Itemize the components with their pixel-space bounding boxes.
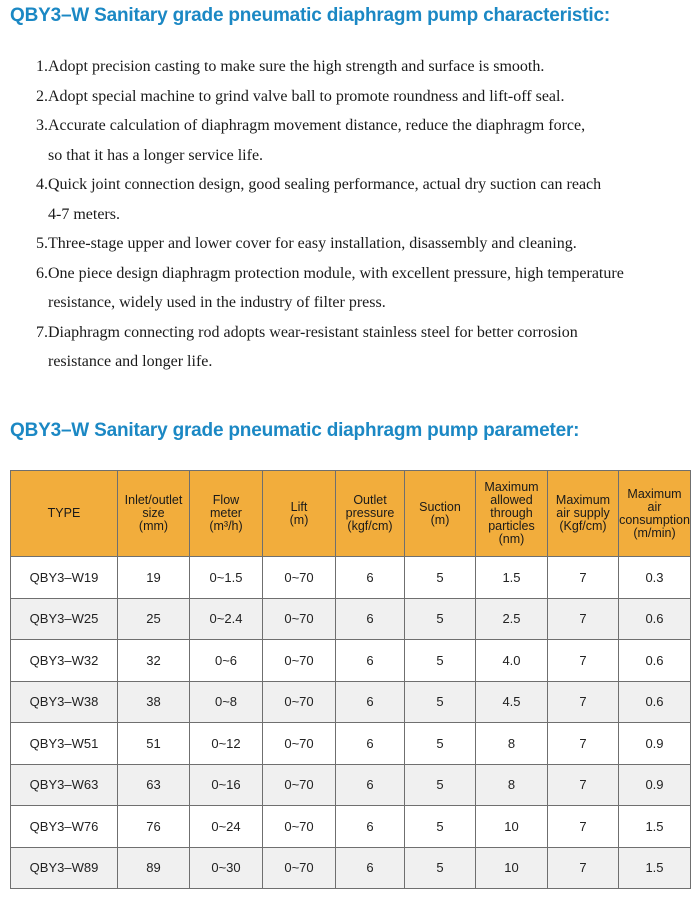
column-header-line: air	[647, 499, 662, 514]
table-body	[11, 557, 691, 889]
table-cell: 0.3	[619, 557, 691, 599]
table-cell: 7	[548, 681, 619, 723]
characteristics-title: QBY3–W Sanitary grade pneumatic diaphragm pump characteristic:	[10, 5, 610, 26]
column-header-line: (Kgf/cm)	[559, 519, 607, 533]
characteristic-item	[36, 111, 696, 170]
table-cell: 6	[336, 681, 405, 723]
table-row	[11, 681, 691, 723]
table-cell: 19	[118, 557, 190, 599]
model-cell: QBY3–W38	[11, 681, 118, 723]
column-header	[263, 471, 336, 557]
column-header	[405, 471, 476, 557]
table-cell: 7	[548, 640, 619, 682]
table-cell: 1.5	[476, 557, 548, 599]
model-cell: QBY3–W63	[11, 764, 118, 806]
column-header-line: consumption	[619, 512, 690, 527]
characteristic-item	[36, 229, 696, 259]
column-header-line: Lift	[290, 499, 308, 514]
table-cell: 0~70	[263, 640, 336, 682]
model-cell: QBY3–W25	[11, 598, 118, 640]
table-cell: 25	[118, 598, 190, 640]
table-cell: 0.9	[619, 723, 691, 765]
table-cell: 6	[336, 598, 405, 640]
characteristic-line: resistance and longer life.	[48, 353, 213, 370]
table-cell: 7	[548, 806, 619, 848]
table-cell: 5	[405, 598, 476, 640]
table-cell: 0.9	[619, 764, 691, 806]
table-row	[11, 764, 691, 806]
table-cell: 5	[405, 640, 476, 682]
table-cell: 0~70	[263, 847, 336, 889]
column-header	[476, 471, 548, 557]
table-cell: 5	[405, 681, 476, 723]
table-cell: 6	[336, 847, 405, 889]
table-row	[11, 847, 691, 889]
parameters-title: QBY3–W Sanitary grade pneumatic diaphragm pump parameter:	[10, 420, 580, 441]
table-cell: 63	[118, 764, 190, 806]
column-header-line: (kgf/cm)	[347, 519, 393, 533]
table-cell: 4.0	[476, 640, 548, 682]
table-cell: 6	[336, 640, 405, 682]
table-cell: 5	[405, 764, 476, 806]
column-header-line: Maximum	[627, 486, 682, 501]
table-cell: 7	[548, 557, 619, 599]
characteristic-line: 7.Diaphragm connecting rod adopts wear-resistant stainless steel for better corrosion	[36, 323, 578, 341]
table-cell: 0~2.4	[190, 598, 263, 640]
column-header-line: Suction	[419, 499, 461, 514]
table-cell: 5	[405, 723, 476, 765]
table-cell: 0~70	[263, 557, 336, 599]
column-header-line: air supply	[556, 506, 610, 520]
characteristic-item	[36, 52, 696, 82]
table-cell: 89	[118, 847, 190, 889]
table-cell: 4.5	[476, 681, 548, 723]
table-cell: 0~6	[190, 640, 263, 682]
column-header-line: (m)	[430, 512, 450, 527]
table-cell: 7	[548, 847, 619, 889]
characteristic-item	[36, 318, 696, 377]
table-cell: 6	[336, 557, 405, 599]
table-cell: 1.5	[619, 847, 691, 889]
table-cell: 8	[476, 764, 548, 806]
table-cell: 1.5	[619, 806, 691, 848]
table-cell: 76	[118, 806, 190, 848]
model-cell: QBY3–W51	[11, 723, 118, 765]
table-cell: 8	[476, 723, 548, 765]
table-cell: 0~16	[190, 764, 263, 806]
table-row	[11, 806, 691, 848]
column-header-line: pressure	[345, 506, 395, 520]
column-header	[619, 471, 691, 557]
characteristic-line: 6.One piece design diaphragm protection module, with excellent pressure, high temperature	[36, 264, 624, 282]
table-cell: 32	[118, 640, 190, 682]
parameter-table	[10, 470, 691, 889]
characteristic-line: 4-7 meters.	[48, 205, 120, 223]
model-cell: QBY3–W19	[11, 557, 118, 599]
column-header-line: Flow	[212, 493, 240, 507]
table-cell: 10	[476, 806, 548, 848]
column-header-line: (m/min)	[633, 525, 676, 540]
column-header-line: Inlet/outlet	[124, 493, 183, 507]
characteristic-item	[36, 170, 696, 229]
table-cell: 51	[118, 723, 190, 765]
characteristic-line: 3.Accurate calculation of diaphragm movement distance, reduce the diaphragm force,	[36, 117, 586, 134]
table-row	[11, 640, 691, 682]
column-header-line: through	[490, 506, 533, 520]
table-cell: 7	[548, 598, 619, 640]
column-header-line: particles	[488, 519, 535, 533]
model-cell: QBY3–W32	[11, 640, 118, 682]
table-cell: 5	[405, 847, 476, 889]
table-cell: 10	[476, 847, 548, 889]
characteristic-line: 4.Quick joint connection design, good sealing performance, actual dry suction can reach	[36, 176, 602, 193]
table-row	[11, 557, 691, 599]
characteristic-item	[36, 259, 696, 318]
column-header-line: (m³/h)	[209, 519, 243, 533]
table-cell: 6	[336, 723, 405, 765]
column-header-line: Outlet	[353, 493, 387, 507]
table-cell: 0~70	[263, 681, 336, 723]
table-cell: 0~24	[190, 806, 263, 848]
column-header	[548, 471, 619, 557]
table-cell: 5	[405, 557, 476, 599]
table-cell: 0~70	[263, 806, 336, 848]
table-cell: 7	[548, 764, 619, 806]
column-header	[118, 471, 190, 557]
column-header-line: Maximum	[484, 480, 539, 494]
table-cell: 0.6	[619, 681, 691, 723]
characteristic-line: 5.Three-stage upper and lower cover for easy installation, disassembly and cleaning.	[36, 235, 577, 252]
table-cell: 6	[336, 806, 405, 848]
column-header	[11, 471, 118, 557]
characteristic-line: 1.Adopt precision casting to make sure the high strength and surface is smooth.	[36, 58, 545, 75]
table-header-row	[11, 471, 691, 557]
column-header-line: meter	[210, 506, 242, 520]
characteristic-line: so that it has a longer service life.	[48, 146, 264, 164]
model-cell: QBY3–W76	[11, 806, 118, 848]
characteristic-item	[36, 82, 696, 112]
table-cell: 0~70	[263, 723, 336, 765]
column-header-line: Maximum	[555, 493, 611, 507]
characteristics-list	[36, 52, 696, 377]
table-cell: 0~1.5	[190, 557, 263, 599]
table-cell: 0~12	[190, 723, 263, 765]
column-header-line: allowed	[490, 493, 533, 507]
table-cell: 6	[336, 764, 405, 806]
table-cell: 0~30	[190, 847, 263, 889]
table-cell: 38	[118, 681, 190, 723]
column-header-line: TYPE	[47, 506, 81, 520]
table-cell: 0~70	[263, 764, 336, 806]
table-row	[11, 598, 691, 640]
column-header	[336, 471, 405, 557]
characteristic-line: resistance, widely used in the industry of filter press.	[48, 294, 386, 311]
characteristic-line: 2.Adopt special machine to grind valve ball to promote roundness and lift-off seal.	[36, 87, 565, 105]
table-cell: 7	[548, 723, 619, 765]
column-header-line: size	[142, 506, 165, 520]
column-header-line: (m)	[289, 512, 309, 527]
table-cell: 0~8	[190, 681, 263, 723]
table-cell: 0~70	[263, 598, 336, 640]
table-cell: 0.6	[619, 598, 691, 640]
table-cell: 2.5	[476, 598, 548, 640]
table-row	[11, 723, 691, 765]
column-header	[190, 471, 263, 557]
table-cell: 0.6	[619, 640, 691, 682]
column-header-line: (mm)	[138, 519, 169, 533]
column-header-line: (nm)	[498, 532, 525, 546]
table-cell: 5	[405, 806, 476, 848]
model-cell: QBY3–W89	[11, 847, 118, 889]
